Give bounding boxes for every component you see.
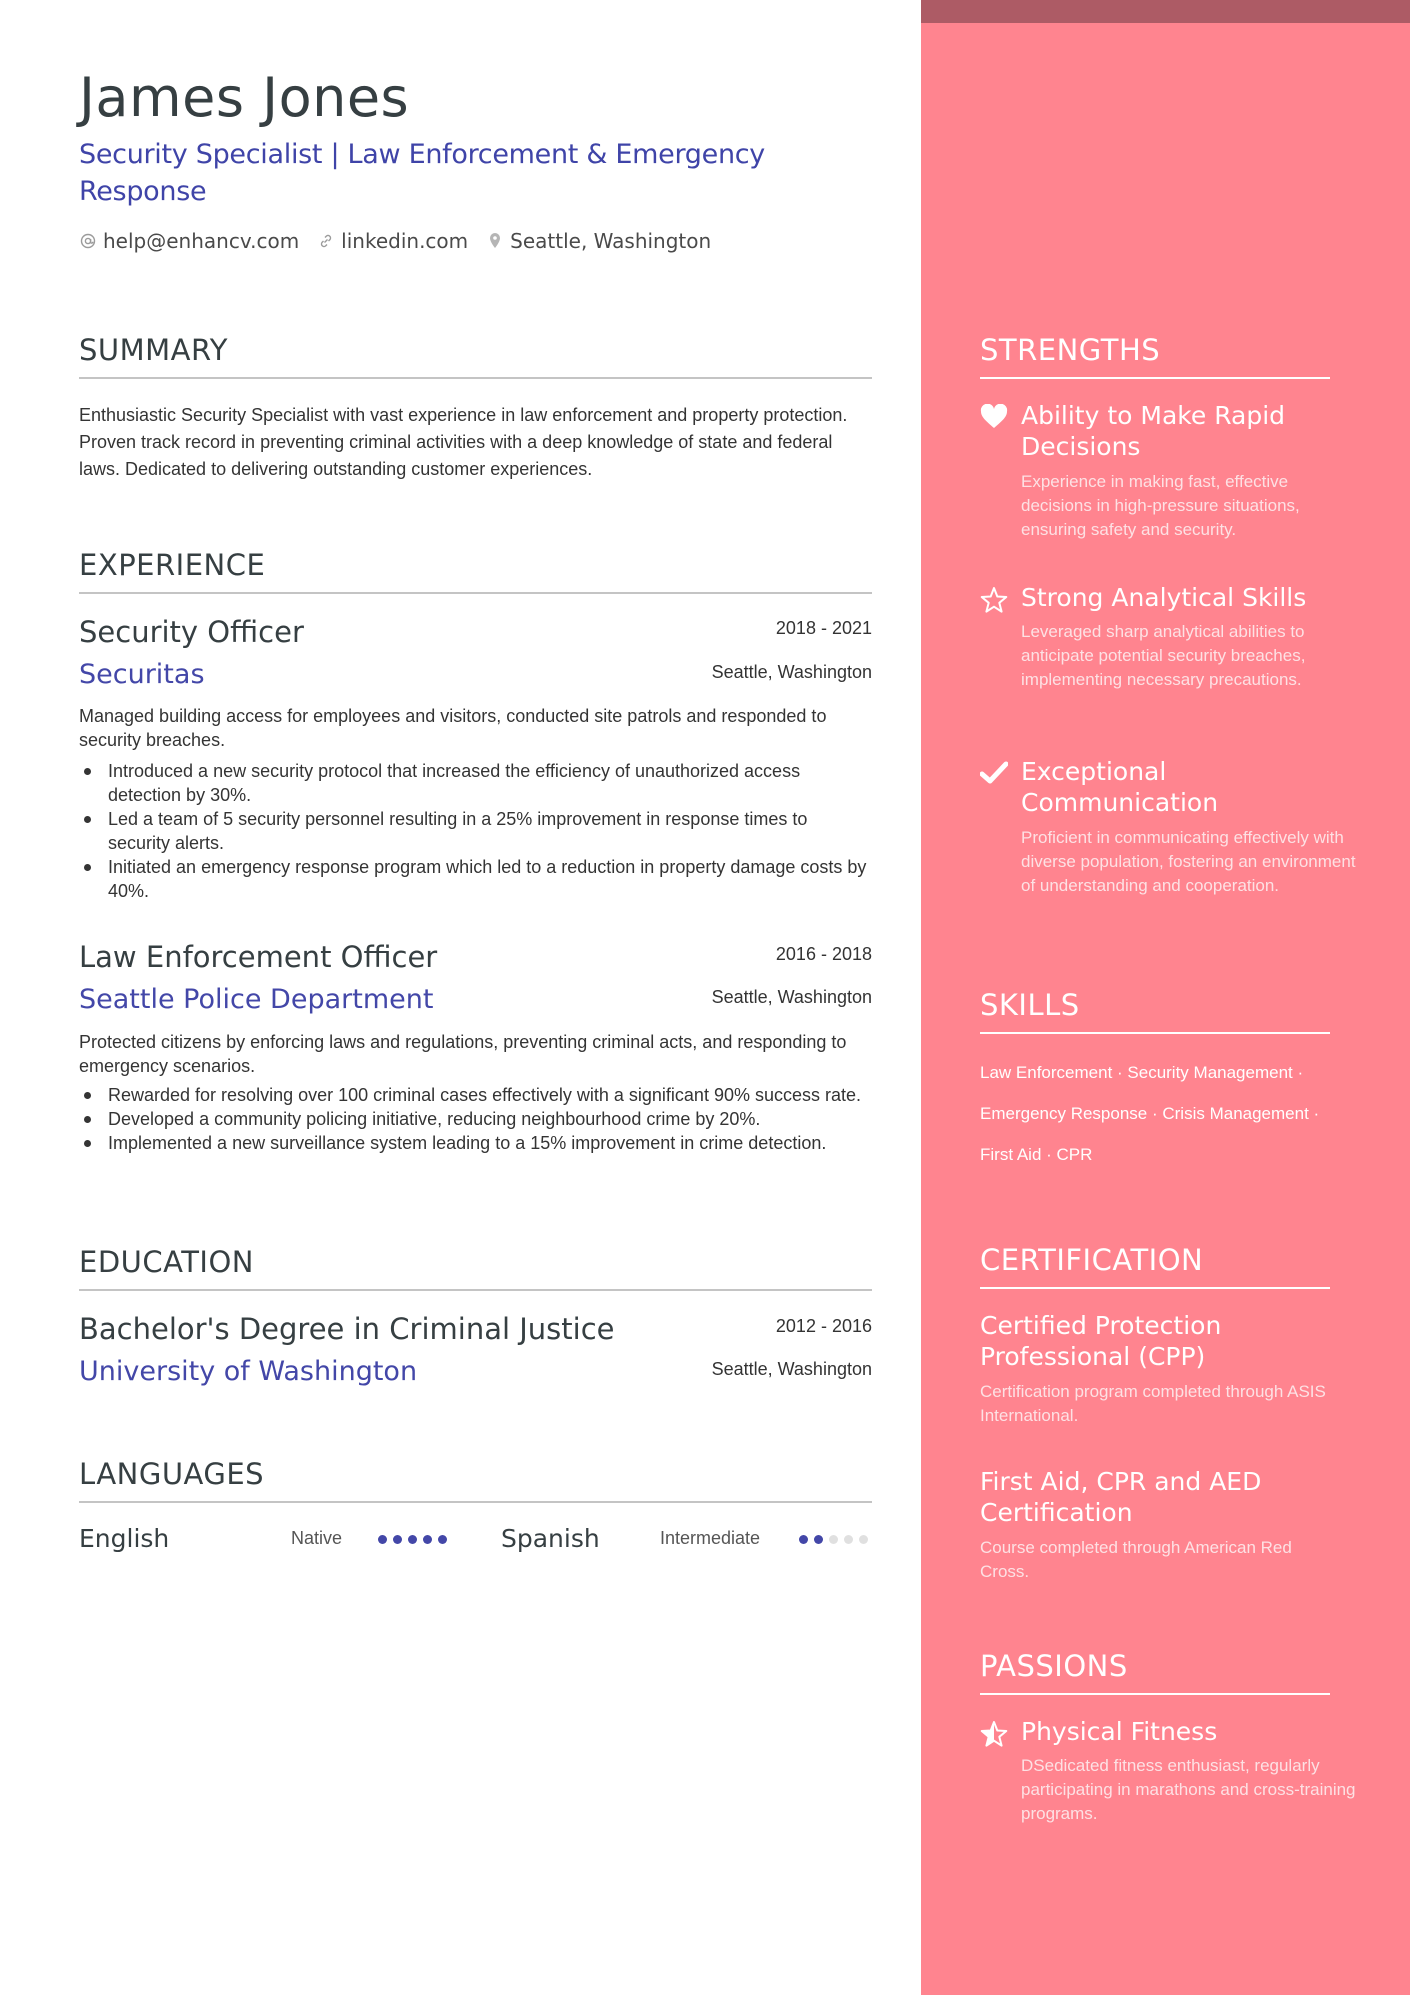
job-bullet: Introduced a new security protocol that increased the efficiency of unauthorized access detection by 30%. — [79, 759, 872, 807]
job-bullet: Implemented a new surveillance system leading to a 15% improvement in crime detection. — [79, 1131, 872, 1155]
rating-dot-filled — [423, 1535, 432, 1544]
languages-row — [79, 1524, 872, 1556]
candidate-name: James Jones — [79, 66, 410, 129]
language-name: English — [79, 1524, 170, 1553]
strength-description: Proficient in communicating effectively with diverse population, fostering an environment of understanding and cooperation. — [1021, 828, 1356, 895]
skills-heading: SKILLS — [980, 988, 1330, 1034]
linkedin-text: linkedin.com — [341, 229, 469, 253]
rating-dot-filled — [393, 1535, 402, 1544]
education-location: Seattle, Washington — [711, 1359, 872, 1379]
heart-icon — [980, 404, 1008, 432]
language-level: Native — [291, 1528, 343, 1548]
strength-item — [980, 582, 1360, 722]
skills-list — [980, 1052, 1380, 1175]
experience-heading: EXPERIENCE — [79, 548, 872, 594]
job-company: Seattle Police Department — [79, 984, 434, 1015]
passion-description: DSedicated fitness enthusiast, regularly participating in marathons and cross-training programs. — [1021, 1756, 1356, 1823]
location-pin-icon — [486, 232, 504, 250]
contact-email[interactable] — [79, 229, 299, 253]
job-dates: 2018 - 2021 — [775, 618, 872, 638]
skills-line: Emergency Response · Crisis Management · — [980, 1104, 1320, 1123]
passion-title: Physical Fitness — [1021, 1717, 1218, 1746]
rating-dot-filled — [378, 1535, 387, 1544]
certification-title: Certified Protection Professional (CPP) — [980, 1311, 1222, 1371]
job-bullets — [79, 759, 872, 903]
rating-dot-empty — [859, 1535, 868, 1544]
skills-line: Law Enforcement · Security Management · — [980, 1063, 1304, 1082]
candidate-headline: Security Specialist | Law Enforcement & Emergency Response — [79, 139, 765, 207]
checkmark-icon — [980, 760, 1008, 788]
job-location: Seattle, Washington — [711, 987, 872, 1007]
contact-linkedin[interactable] — [317, 229, 468, 253]
strengths-heading: STRENGTHS — [980, 333, 1330, 379]
passion-item — [980, 1716, 1360, 1836]
education-dates: 2012 - 2016 — [775, 1316, 872, 1336]
job-description: Protected citizens by enforcing laws and regulations, preventing criminal acts, and responding to emergency scenarios. — [79, 1032, 847, 1076]
language-rating — [378, 1535, 453, 1544]
job-bullet: Rewarded for resolving over 100 criminal cases effectively with a significant 90% success rate. — [79, 1083, 872, 1107]
strength-title: Exceptional Communication — [1021, 757, 1219, 817]
strength-item — [980, 400, 1360, 550]
strength-description: Leveraged sharp analytical abilities to anticipate potential security breaches, implementing necessary precautions. — [1021, 622, 1306, 689]
summary-text: Enthusiastic Security Specialist with vast experience in law enforcement and property protection. Proven track record in preventing criminal activities with a deep knowledge of state and federal laws. Dedicated to delivering outstanding customer experiences. — [79, 405, 848, 479]
location-text: Seattle, Washington — [510, 229, 712, 253]
job-description: Managed building access for employees and visitors, conducted site patrols and responded to security breaches. — [79, 706, 827, 750]
job-role: Security Officer — [79, 615, 304, 649]
job-location: Seattle, Washington — [711, 662, 872, 682]
certification-description: Course completed through American Red Cross. — [980, 1538, 1292, 1581]
summary-heading: SUMMARY — [79, 333, 872, 379]
languages-heading: LANGUAGES — [79, 1457, 872, 1503]
sidebar — [921, 0, 1410, 1995]
job-bullet: Led a team of 5 security personnel resulting in a 25% improvement in response times to security alerts. — [79, 807, 872, 855]
certification-heading: CERTIFICATION — [980, 1243, 1330, 1289]
job-bullet: Initiated an emergency response program which led to a reduction in property damage costs by 40%. — [79, 855, 872, 903]
job-bullet: Developed a community policing initiative, reducing neighbourhood crime by 20%. — [79, 1107, 872, 1131]
job-role: Law Enforcement Officer — [79, 940, 438, 974]
passions-heading: PASSIONS — [980, 1649, 1330, 1695]
certification-title: First Aid, CPR and AED Certification — [980, 1467, 1262, 1527]
strength-item — [980, 756, 1360, 926]
strength-description: Experience in making fast, effective decisions in high-pressure situations, ensuring safety and security. — [1021, 472, 1300, 539]
rating-dot-filled — [814, 1535, 823, 1544]
education-heading: EDUCATION — [79, 1245, 872, 1291]
language-level: Intermediate — [660, 1528, 761, 1548]
job-company: Securitas — [79, 659, 205, 690]
email-text: help@enhancv.com — [103, 229, 300, 253]
sidebar-top-band — [921, 0, 1410, 23]
language-name: Spanish — [501, 1524, 600, 1553]
strength-title: Ability to Make Rapid Decisions — [1021, 401, 1286, 461]
contact-row — [79, 229, 729, 253]
star-outline-icon — [980, 586, 1008, 614]
strength-title: Strong Analytical Skills — [1021, 583, 1307, 612]
job-dates: 2016 - 2018 — [775, 944, 872, 964]
language-rating — [799, 1535, 874, 1544]
contact-location — [486, 229, 711, 253]
link-icon — [317, 232, 335, 250]
certification-description: Certification program completed through ASIS International. — [980, 1382, 1326, 1425]
skills-line: First Aid · CPR — [980, 1145, 1093, 1164]
rating-dot-empty — [844, 1535, 853, 1544]
education-degree: Bachelor's Degree in Criminal Justice — [79, 1312, 615, 1346]
half-star-icon — [980, 1720, 1008, 1748]
rating-dot-filled — [799, 1535, 808, 1544]
job-bullets — [79, 1083, 872, 1155]
rating-dot-filled — [438, 1535, 447, 1544]
rating-dot-filled — [408, 1535, 417, 1544]
at-icon — [79, 232, 97, 250]
rating-dot-empty — [829, 1535, 838, 1544]
education-school: University of Washington — [79, 1356, 418, 1387]
